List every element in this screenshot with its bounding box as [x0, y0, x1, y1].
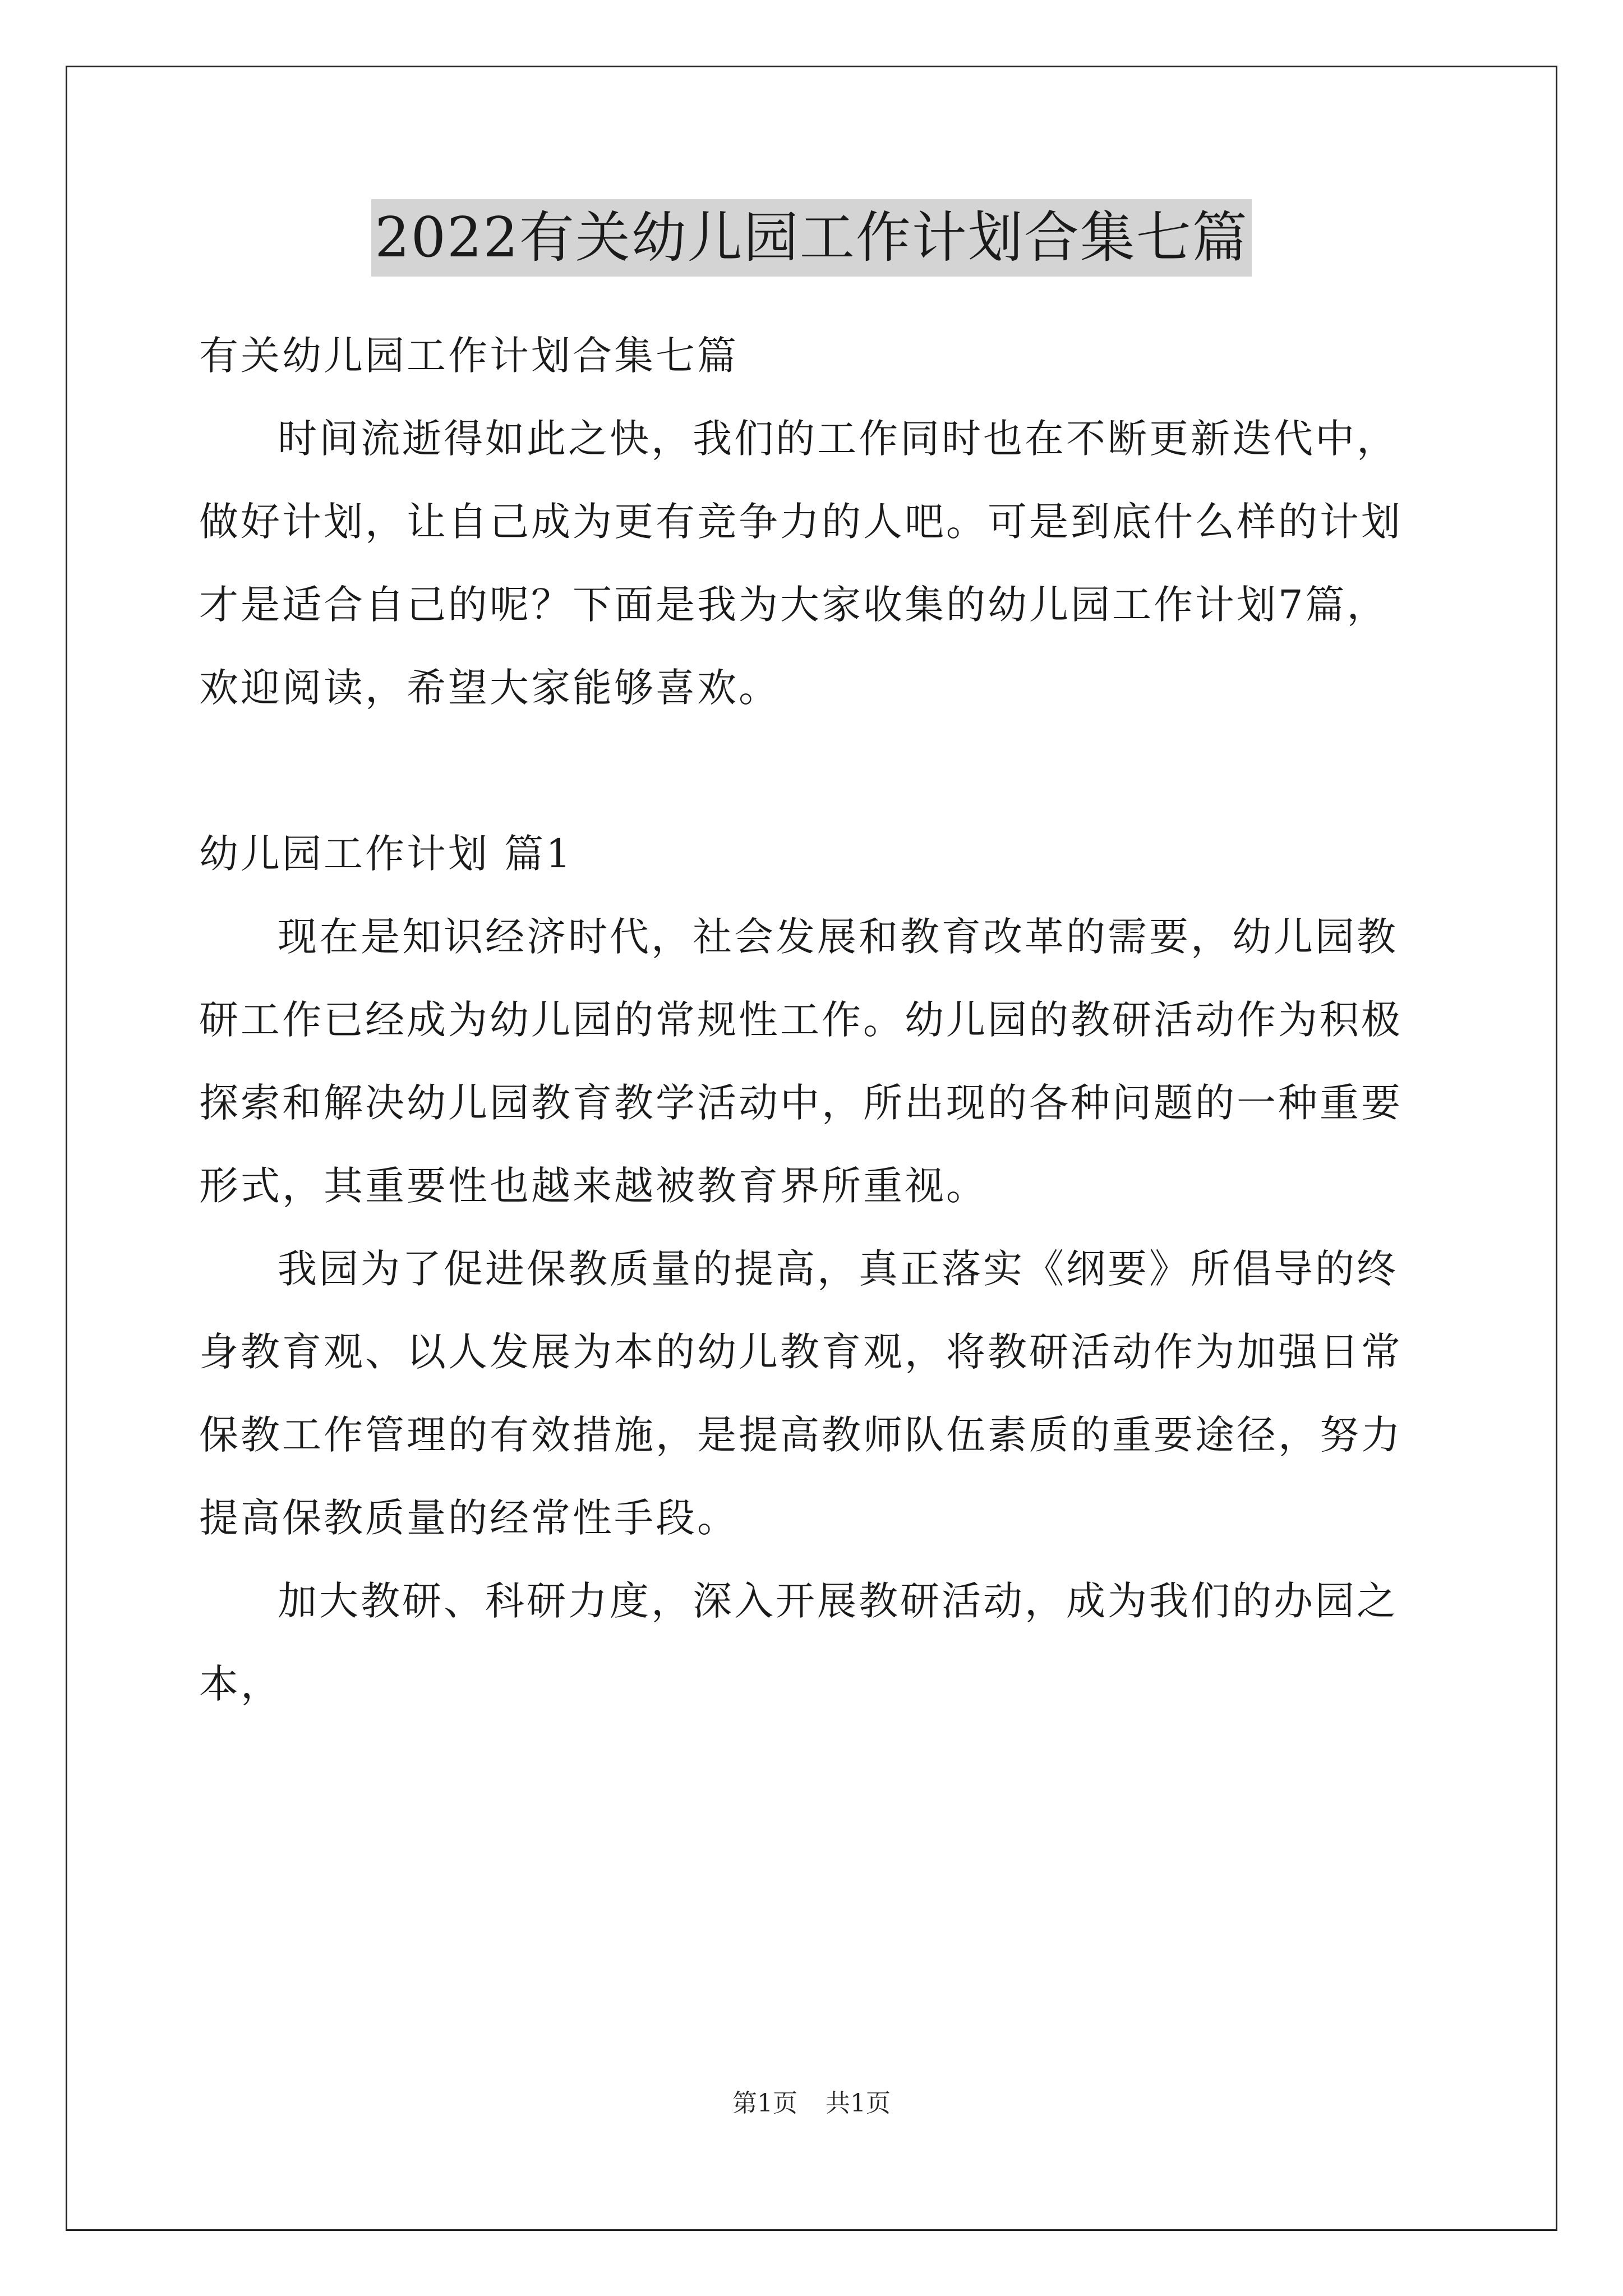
page-total: 共1页: [826, 2089, 891, 2118]
document-title: 2022有关幼儿园工作计划合集七篇: [371, 199, 1251, 277]
page-number: 第1页: [732, 2089, 797, 2118]
document-subtitle: 有关幼儿园工作计划合集七篇: [199, 333, 739, 379]
section-heading: 幼儿园工作计划 篇1: [199, 831, 573, 877]
page-footer: [0, 2087, 1623, 2120]
body-paragraph: 加大教研、科研力度，深入开展教研活动，成为我们的办园之本，: [199, 1578, 1398, 1707]
body-paragraph: 我园为了促进保教质量的提高，真正落实《纲要》所倡导的终身教育观、以人发展为本的幼儿教育观，将教研活动作为加强日常保教工作管理的有效措施，是提高教师队伍素质的重要途径，努力提高保教质量的经常性手段。: [199, 1246, 1403, 1541]
intro-paragraph: 时间流逝得如此之快，我们的工作同时也在不断更新迭代中，做好计划，让自己成为更有竞争力的人吧。可是到底什么样的计划才是适合自己的呢？下面是我为大家收集的幼儿园工作计划7篇，欢迎阅读，希望大家能够喜欢。: [199, 416, 1403, 711]
body-paragraph: 现在是知识经济时代，社会发展和教育改革的需要，幼儿园教研工作已经成为幼儿园的常规性工作。幼儿园的教研活动作为积极探索和解决幼儿园教育教学活动中，所出现的各种问题的一种重要形式，其重要性也越来越被教育界所重视。: [199, 914, 1403, 1209]
title-container: [0, 199, 1623, 277]
document-body: [199, 314, 1427, 1726]
